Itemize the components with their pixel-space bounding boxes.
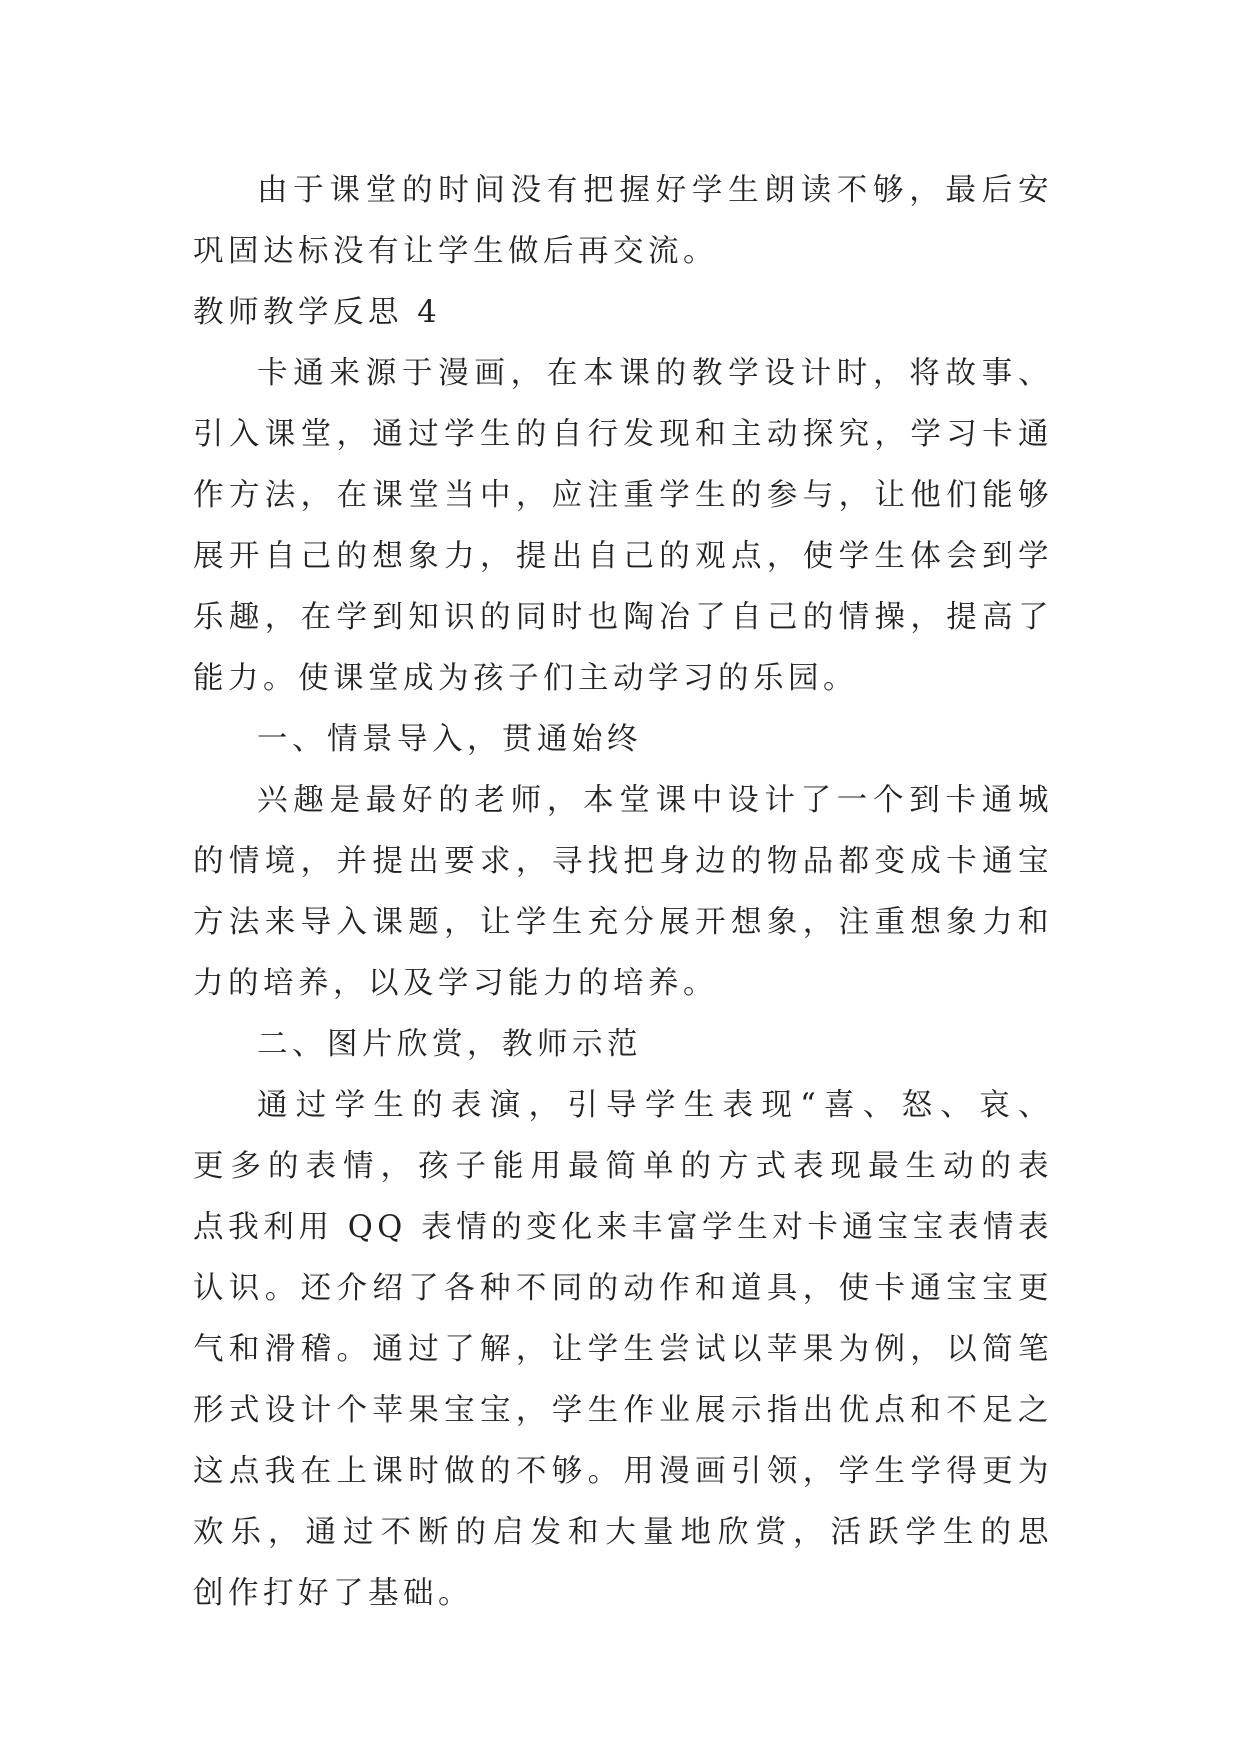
body-line: 更多的表情，孩子能用最简单的方式表现最生动的表 (193, 1149, 1053, 1184)
body-line: 形式设计个苹果宝宝，学生作业展示指出优点和不足之 (193, 1393, 1053, 1428)
body-line: 乐趣，在学到知识的同时也陶冶了自己的情操，提高了 (193, 600, 1053, 635)
body-line: 展开自己的想象力，提出自己的观点，使学生体会到学 (193, 539, 1053, 574)
document-body (193, 160, 1053, 1624)
body-line: 能力。使课堂成为孩子们主动学习的乐园。 (193, 661, 858, 696)
body-line: 巩固达标没有让学生做后再交流。 (193, 234, 718, 269)
body-line: 引入课堂，通过学生的自行发现和主动探究，学习卡通 (193, 417, 1053, 452)
body-line: 认识。还介绍了各种不同的动作和道具，使卡通宝宝更 (193, 1271, 1053, 1306)
body-line: 这点我在上课时做的不够。用漫画引领，学生学得更为 (193, 1454, 1053, 1489)
subheading: 二、图片欣赏，教师示范 (257, 1027, 642, 1062)
body-line: 由于课堂的时间没有把握好学生朗读不够，最后安 (257, 173, 1053, 208)
body-line: 气和滑稽。通过了解，让学生尝试以苹果为例，以简笔 (193, 1332, 1053, 1367)
body-line: 力的培养，以及学习能力的培养。 (193, 966, 718, 1001)
body-line: 的情境，并提出要求，寻找把身边的物品都变成卡通宝 (193, 844, 1053, 879)
body-line: 欢乐，通过不断的启发和大量地欣赏，活跃学生的思 (193, 1515, 1053, 1550)
body-line: 卡通来源于漫画，在本课的教学设计时，将故事、 (257, 356, 1053, 391)
body-line: 点我利用 QQ 表情的变化来丰富学生对卡通宝宝表情表 (193, 1210, 1053, 1245)
body-line: 方法来导入课题，让学生充分展开想象，注重想象力和 (193, 905, 1053, 940)
body-line: 作方法，在课堂当中，应注重学生的参与，让他们能够 (193, 478, 1053, 513)
body-line: 兴趣是最好的老师，本堂课中设计了一个到卡通城 (257, 783, 1053, 818)
section-heading: 教师教学反思 4 (193, 295, 442, 330)
body-line: 创作打好了基础。 (193, 1576, 473, 1611)
body-line: 通过学生的表演，引导学生表现“喜、怒、哀、 (257, 1088, 1053, 1123)
subheading: 一、情景导入，贯通始终 (257, 722, 642, 757)
